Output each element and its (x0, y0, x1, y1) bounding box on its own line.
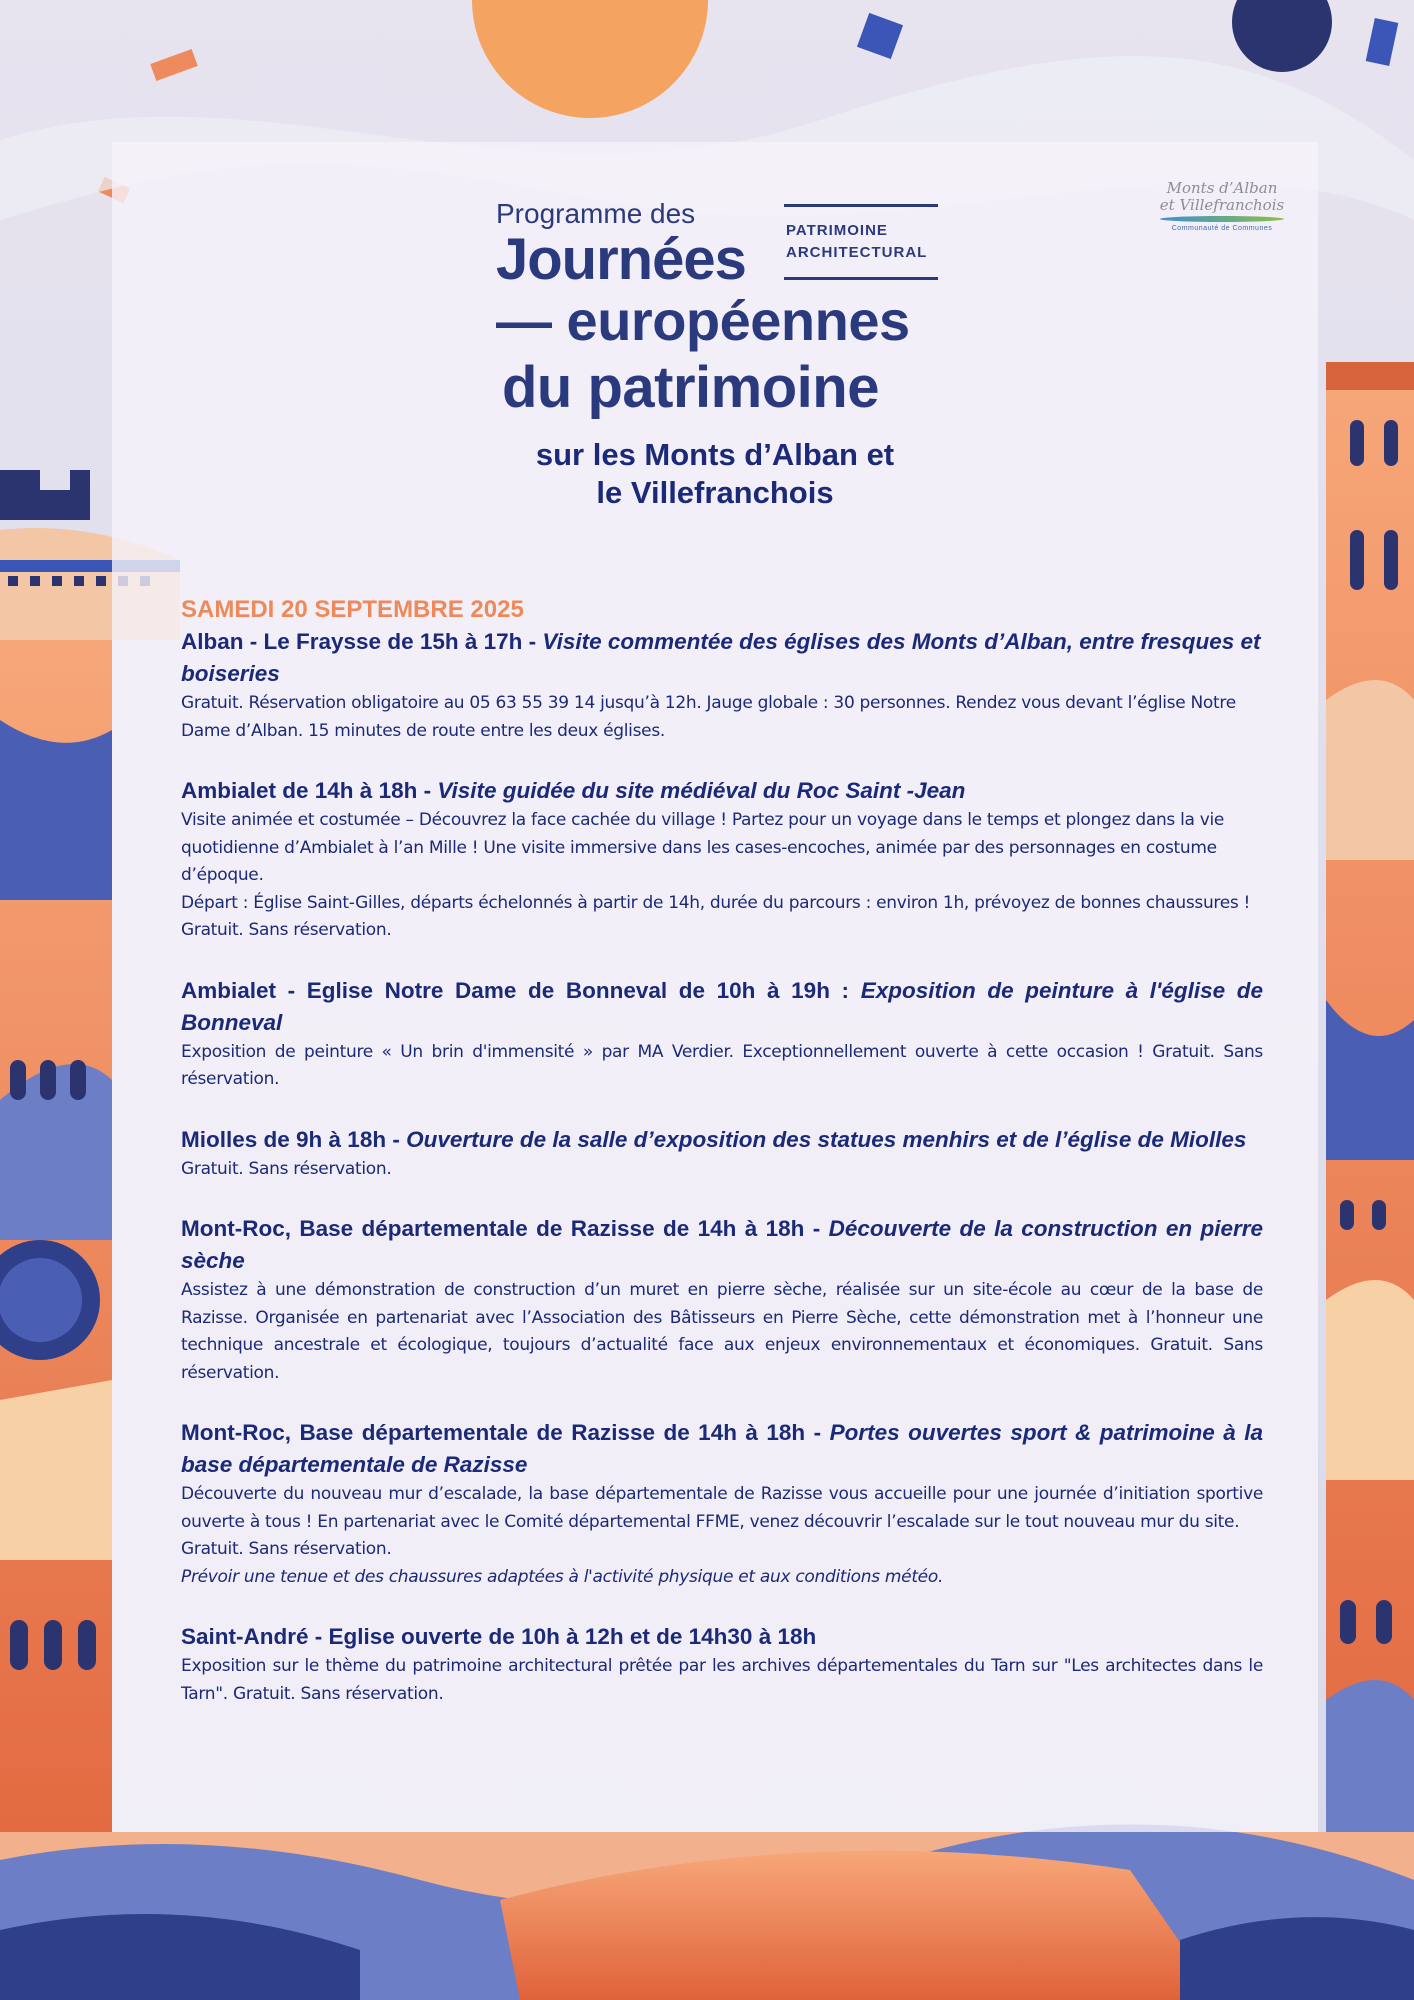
event-title (181, 1213, 1263, 1277)
program-date: SAMEDI 20 SEPTEMBRE 2025 (181, 596, 524, 623)
community-logo-tagline: Communauté de Communes (1171, 225, 1273, 232)
logo-europeennes: — européennes (496, 289, 910, 352)
theme-line-2: ARCHITECTURAL (786, 244, 928, 261)
event-item (181, 975, 1263, 1094)
event-place: Mont-Roc, Base départementale de Razisse de 14h à 18h - (181, 1420, 830, 1445)
event-description: Exposition de peinture « Un brin d'immensité » par MA Verdier. Exceptionnellement ouverte à cette occasion ! Gratuit. Sans réservation. (181, 1041, 1263, 1089)
event-description: Gratuit. Sans réservation. (181, 1539, 392, 1559)
event-activity: Découverte de la construction en pierre sèche (181, 1216, 1264, 1273)
event-title (181, 626, 1263, 690)
logo-theme-badge (784, 204, 938, 280)
community-logo-swoosh (1160, 216, 1284, 222)
event-description: Visite animée et costumée – Découvrez la face cachée du village ! Partez pour un voyage dans le temps et plongez dans la vie quotidienne d’Ambialet à l’an Mille ! Une visite immersive dans les cases-encoches, animée par des personnages en costume d’époque. (181, 810, 1225, 885)
event-description: Assistez à une démonstration de construction d’un muret en pierre sèche, réalisée sur un site-école au cœur de la base de Razisse. Organisée en partenariat avec l’Association des Bâtisseurs en Pierre Sèche, cette démonstration met à l’honneur une technique ancestrale et écologique, toujours d’actualité face aux enjeux environnementaux et économiques. Gratuit. Sans réservation. (181, 1280, 1263, 1383)
event-title (181, 775, 1263, 807)
event-item (181, 626, 1263, 745)
event-activity: Exposition de peinture à l'église de Bonneval (181, 977, 1263, 1035)
event-item (181, 1124, 1263, 1184)
event-item (181, 775, 1263, 945)
community-logo-line-2: et Villefranchois (1159, 196, 1285, 214)
event-item (181, 1213, 1263, 1387)
subtitle-line-2: le Villefranchois (596, 475, 834, 510)
logo-du-patrimoine: du patrimoine (502, 355, 879, 420)
event-title (181, 1621, 1263, 1653)
event-item (181, 1621, 1263, 1708)
event-activity: Ouverture de la salle d’exposition des statues menhirs et de l’église de Miolles (406, 1126, 1247, 1152)
community-logo (1152, 180, 1292, 246)
program-list (181, 594, 1263, 1738)
event-note: Prévoir une tenue et des chaussures adaptées à l'activité physique et aux conditions météo. (181, 1566, 944, 1587)
event-title (181, 975, 1263, 1039)
event-description: Gratuit. Sans réservation. (181, 1158, 392, 1179)
event-description: Découverte du nouveau mur d’escalade, la base départementale de Razisse vous accueille pour une journée d’initiation sportive ouverte à tous ! En partenariat avec le Comité départemental FFME, venez découvrir l’escalade sur le tout nouveau mur du site. (181, 1484, 1263, 1532)
logo-programme-label: Programme des (496, 198, 696, 229)
logo-journees: Journées (496, 227, 746, 292)
theme-line-1: PATRIMOINE (786, 222, 888, 239)
subtitle-line-1: sur les Monts d’Alban et (535, 437, 895, 472)
event-place: Mont-Roc, Base départementale de Razisse de 14h à 18h - (181, 1216, 829, 1241)
event-description: Gratuit. Réservation obligatoire au 05 63 55 39 14 jusqu’à 12h. Jauge globale : 30 personnes. Rendez vous devant l’église Notre Dame d’Alban. 15 minutes de route entre les deux églises. (181, 693, 1236, 741)
event-activity: Visite guidée du site médiéval du Roc Saint -Jean (437, 778, 966, 803)
event-title (181, 1124, 1263, 1156)
event-place: Ambialet - Eglise Notre Dame de Bonneval de 10h à 19h : (181, 977, 861, 1003)
event-place: Saint-André - Eglise ouverte de 10h à 12h et de 14h30 à 18h (181, 1624, 817, 1649)
event-activity: Visite commentée des églises des Monts d’Alban, entre fresques et boiseries (181, 629, 1261, 686)
event-title (181, 1417, 1263, 1481)
event-place: Ambialet de 14h à 18h - (181, 778, 438, 803)
community-logo-line-1: Monts d’Alban (1166, 179, 1278, 197)
event-description: Exposition sur le thème du patrimoine architectural prêtée par les archives départementales du Tarn sur "Les architectes dans le Tarn". Gratuit. Sans réservation. (181, 1656, 1263, 1704)
event-activity: Portes ouvertes sport & patrimoine à la base départementale de Razisse (181, 1420, 1263, 1477)
page-subtitle (430, 436, 1000, 512)
event-description: Départ : Église Saint-Gilles, départs échelonnés à partir de 14h, durée du parcours : environ 1h, prévoyez de bonnes chaussures ! Gratuit. Sans réservation. (181, 892, 1251, 940)
event-item (181, 1417, 1263, 1591)
event-place: Miolles de 9h à 18h - (181, 1126, 407, 1152)
event-place: Alban - Le Fraysse de 15h à 17h - (181, 629, 543, 654)
event-logo (496, 196, 946, 436)
